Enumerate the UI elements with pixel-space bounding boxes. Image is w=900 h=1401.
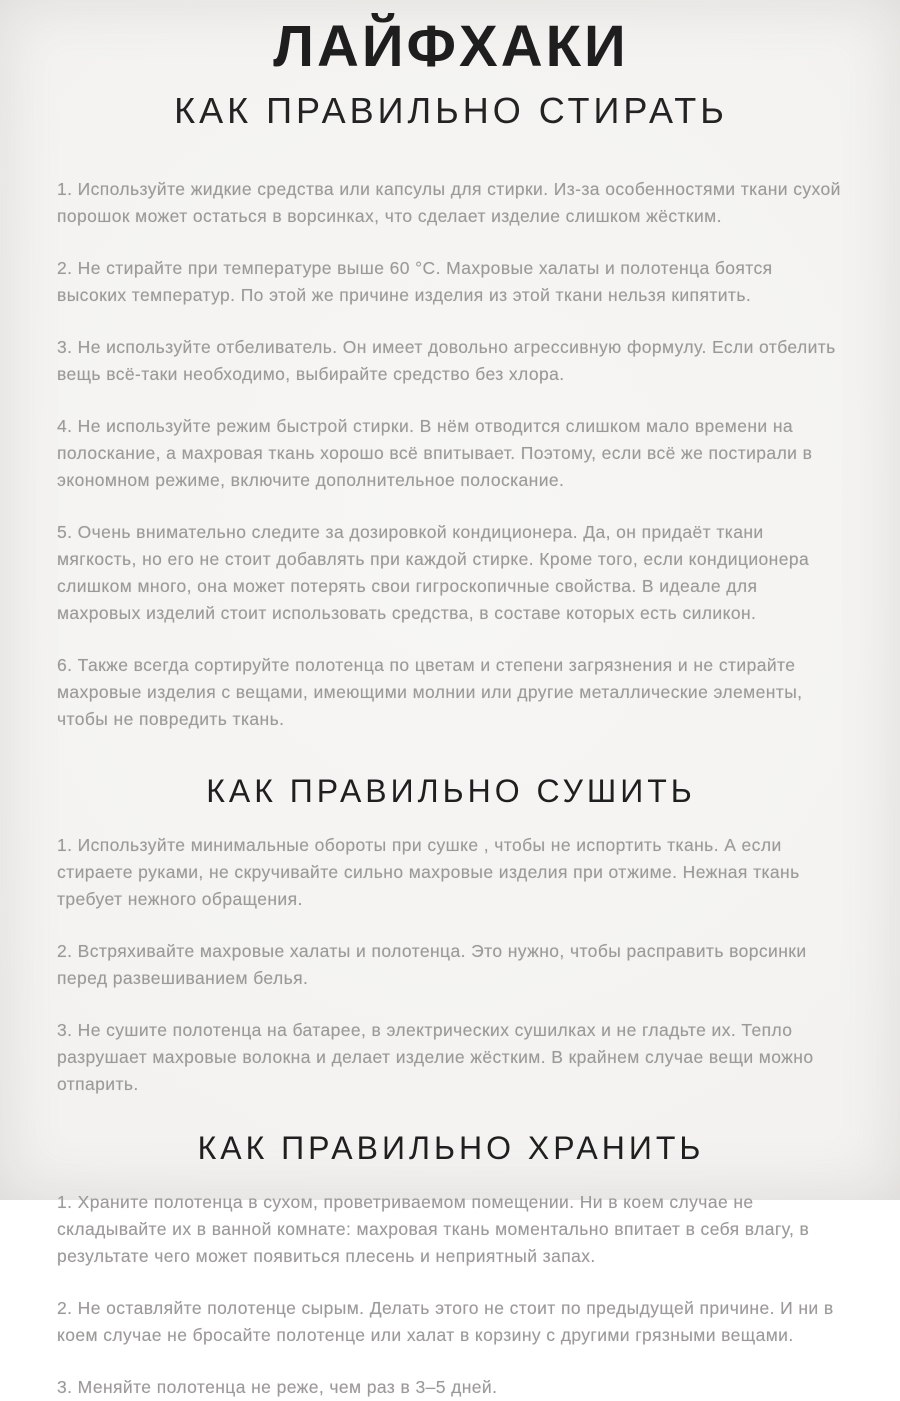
washing-tip-5: 5. Очень внимательно следите за дозировкой кондиционера. Да, он придаёт ткани мягкость, но его не стоит добавлять при каждой стирке. Кроме того, если кондиционера слишком много, она может потерять свои гигроскопичные свойства. В идеале для махровых изделий стоит использовать средства, в составе которых есть силикон. [57, 522, 810, 624]
drying-tip-2: 2. Встряхивайте махровые халаты и полотенца. Это нужно, чтобы расправить ворсинки перед развешиванием белья. [57, 941, 807, 989]
section-heading-storing: КАК ПРАВИЛЬНО ХРАНИТЬ [197, 1130, 705, 1167]
document-header [57, 14, 845, 130]
washing-tip-6: 6. Также всегда сортируйте полотенца по цветам и степени загрязнения и не стирайте махровые изделия с вещами, имеющими молнии или другие металлические элементы, чтобы не повредить ткань. [57, 655, 803, 730]
washing-tip-3: 3. Не используйте отбеливатель. Он имеет довольно агрессивную формулу. Если отбелить вещь всё-таки необходимо, выбирайте средство без хлора. [57, 337, 836, 385]
section-heading-drying: КАК ПРАВИЛЬНО СУШИТЬ [206, 773, 696, 810]
section-heading-washing: КАК ПРАВИЛЬНО СТИРАТЬ [174, 89, 728, 131]
drying-tip-1: 1. Используйте минимальные обороты при сушке , чтобы не испортить ткань. А если стираете руками, не скручивайте сильно махровые изделия при отжиме. Нежная ткань требует нежного обращения. [57, 835, 800, 910]
drying-tip-3: 3. Не сушите полотенца на батарее, в электрических сушилках и не гладьте их. Тепло разрушает махровые волокна и делает изделие жёстким. В крайнем случае вещи можно отпарить. [57, 1020, 814, 1095]
storing-tip-2: 2. Не оставляйте полотенце сырым. Делать этого не стоит по предыдущей причине. И ни в коем случае не бросайте полотенце или халат в корзину с другими грязными вещами. [57, 1297, 834, 1345]
storing-tip-1: 1. Храните полотенца в сухом, проветриваемом помещении. Ни в коем случае не складывайте их в ванной комнате: махровая ткань моментально впитает в себя влагу, в результате чего может появиться плесень и неприятный запах. [57, 1191, 810, 1266]
section-washing [57, 176, 845, 733]
washing-tip-4: 4. Не используйте режим быстрой стирки. В нём отводится слишком мало времени на полоскание, а махровая ткань хорошо всё впитывает. Поэтому, если всё же постирали в экономном режиме, включите дополнительное полоскание. [57, 416, 813, 491]
section-storing [57, 1189, 845, 1401]
washing-tip-2: 2. Не стирайте при температуре выше 60 °C. Махровые халаты и полотенца боятся высоких температур. По этой же причине изделия из этой ткани нельзя кипятить. [57, 258, 773, 306]
washing-tip-1: 1. Используйте жидкие средства или капсулы для стирки. Из-за особенностями ткани сухой порошок может остаться в ворсинках, что сделает изделие слишком жёстким. [57, 179, 841, 227]
section-drying [57, 832, 845, 1098]
storing-tip-3: 3. Меняйте полотенца не реже, чем раз в 3–5 дней. [57, 1376, 498, 1397]
page-title: ЛАЙФХАКИ [273, 14, 629, 79]
